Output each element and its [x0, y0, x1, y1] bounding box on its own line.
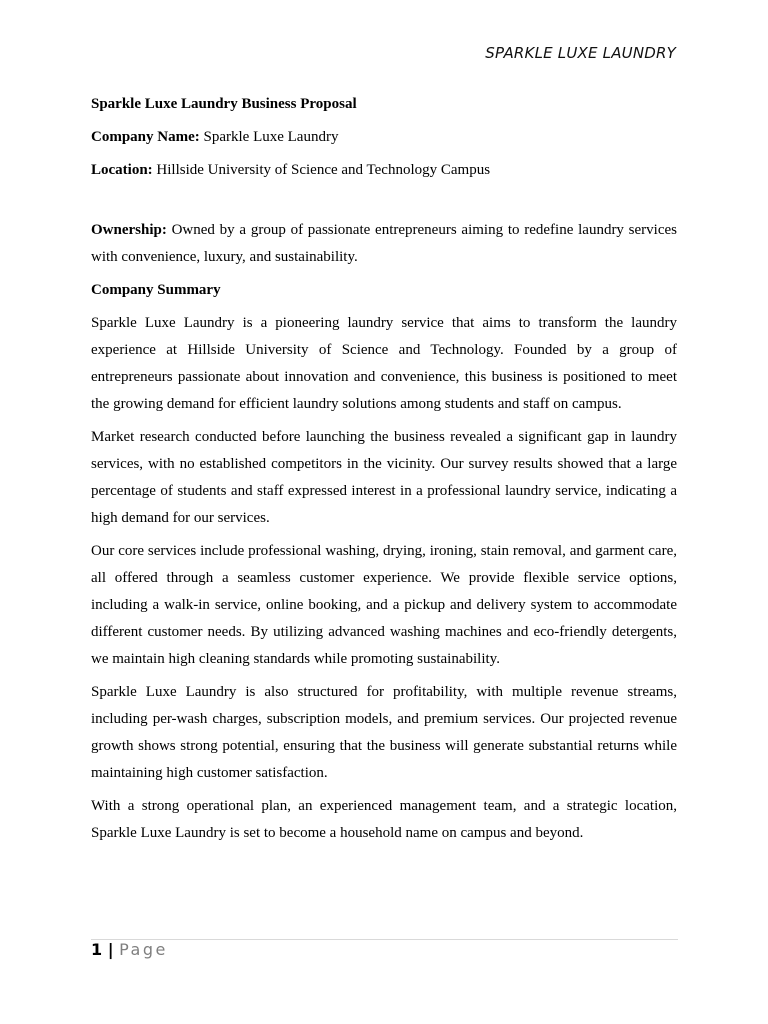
body-paragraph: Sparkle Luxe Laundry is a pioneering laundry service that aims to transform the laundry experience at Hillside University of Science and Technology. Founded by a group of entrepreneurs passionate about innovation and convenience, this business is positioned to meet the growing demand for efficient laundry solutions among students and staff on campus. — [91, 315, 677, 412]
page-footer — [91, 940, 168, 960]
body-paragraph: With a strong operational plan, an experienced management team, and a strategic location, Sparkle Luxe Laundry is set to become a household name on campus and beyond. — [91, 798, 677, 841]
body-paragraph: Our core services include professional washing, drying, ironing, stain removal, and garment care, all offered through a seamless customer experience. We provide flexible service options, including a walk-in service, online booking, and a pickup and delivery system to accommodate different customer needs. By utilizing advanced washing machines and eco-friendly detergents, we maintain high cleaning standards while promoting sustainability. — [91, 543, 677, 667]
body-paragraph: Market research conducted before launching the business revealed a significant gap in laundry services, with no established competitors in the vicinity. Our survey results showed that a large percentage of students and staff expressed interest in a professional laundry service, indicating a high demand for our services. — [91, 429, 677, 526]
footer-divider — [91, 939, 678, 940]
summary-heading — [91, 277, 677, 304]
document-title-text: Sparkle Luxe Laundry Business Proposal — [91, 96, 357, 112]
page-number: 1 — [91, 940, 103, 959]
running-header: SPARKLE LUXE LAUNDRY — [485, 44, 676, 62]
location-label: Location: — [91, 162, 153, 178]
body-paragraph: Sparkle Luxe Laundry is also structured for profitability, with multiple revenue streams, including per-wash charges, subscription models, and premium services. Our projected revenue growth shows strong potential, ensuring that the business will generate substantial returns while maintaining high customer satisfaction. — [91, 684, 677, 781]
company-name-line — [91, 124, 677, 151]
summary-heading-text: Company Summary — [91, 282, 221, 298]
ownership-paragraph — [91, 217, 677, 271]
page-word: Page — [119, 940, 168, 959]
ownership-value: Owned by a group of passionate entrepreneurs aiming to redefine laundry services with convenience, luxury, and sustainability. — [91, 222, 677, 265]
location-line — [91, 157, 677, 184]
document-body — [91, 91, 677, 847]
document-title — [91, 91, 677, 118]
page-separator: | — [102, 940, 120, 959]
ownership-label: Ownership: — [91, 222, 167, 238]
company-name-label: Company Name: — [91, 129, 200, 145]
company-name-value: Sparkle Luxe Laundry — [199, 129, 339, 145]
location-value: Hillside University of Science and Technology Campus — [152, 162, 491, 178]
